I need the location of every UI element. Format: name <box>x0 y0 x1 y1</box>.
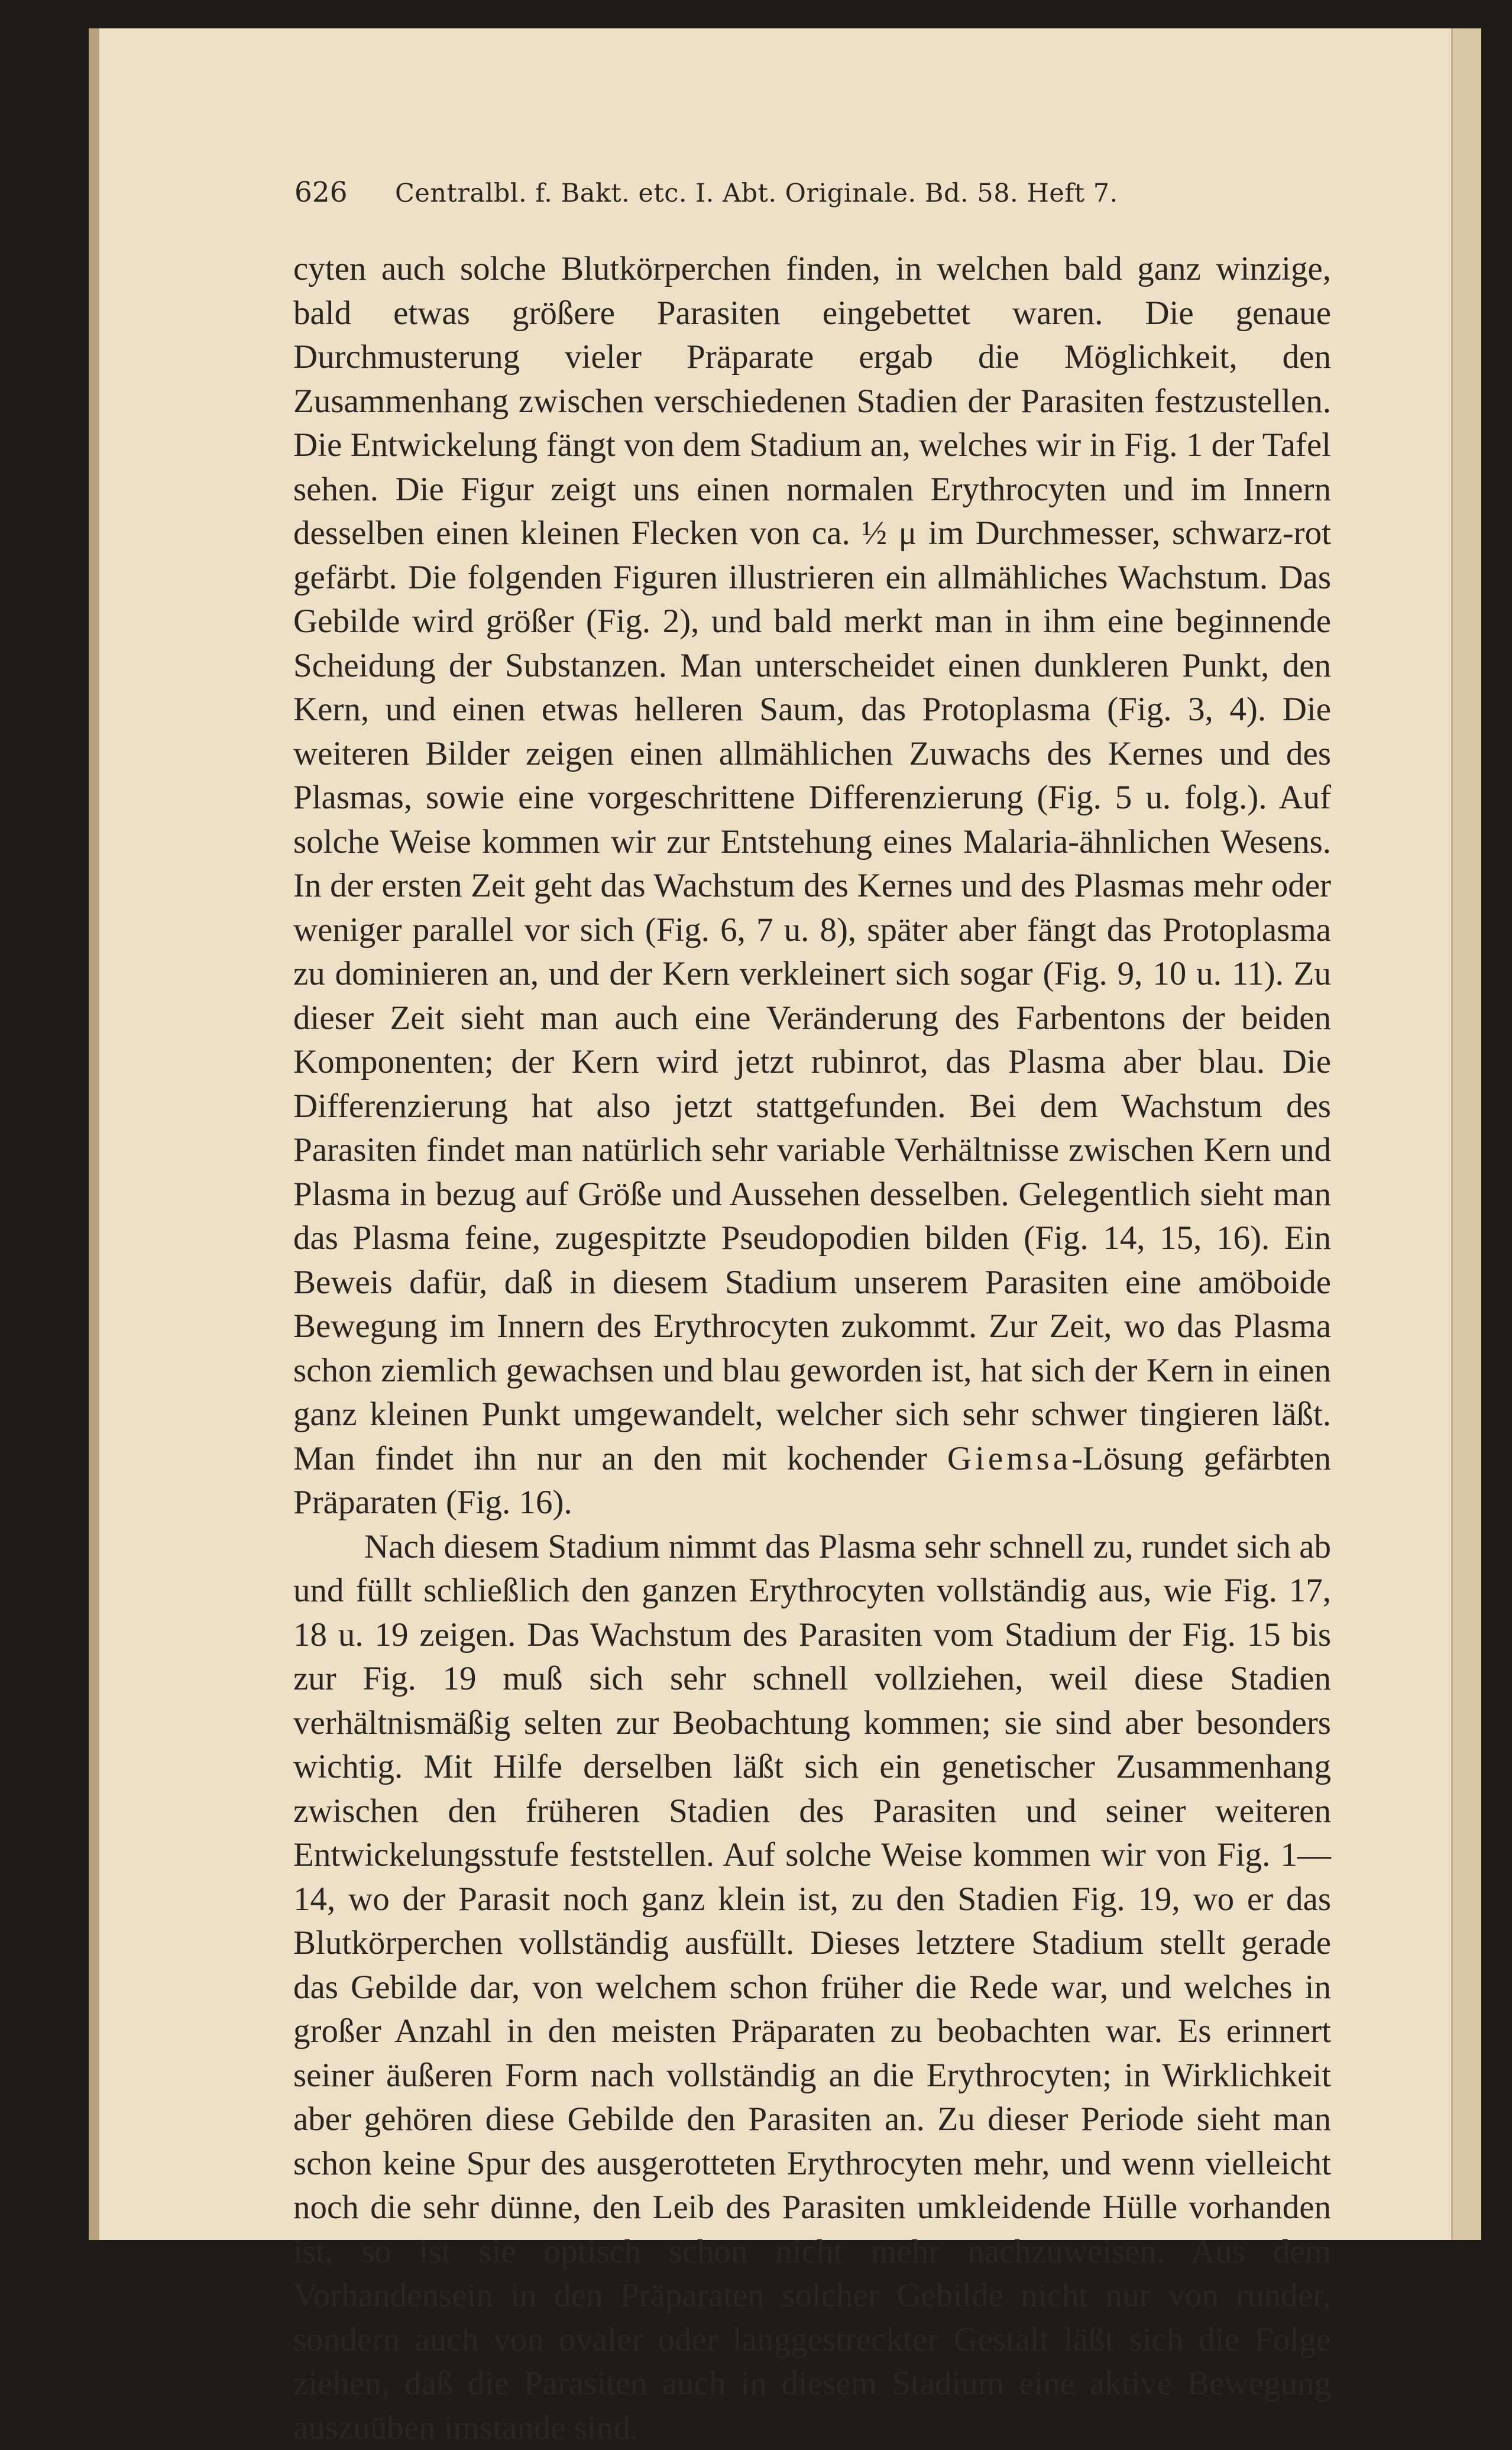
page-number: 626 <box>294 176 348 209</box>
page-edge <box>1451 28 1481 2240</box>
page-header <box>294 176 1317 218</box>
paragraph: Nach diesem Stadium nimmt das Plasma sehr schnell zu, rundet sich ab und füllt schließlich den ganzen Erythrocyten vollständig aus, wie Fig. 17, 18 u. 19 zeigen. Das Wachstum des Parasiten vom Stadium der Fig. 15 bis zur Fig. 19 muß sich sehr schnell vollziehen, weil diese Stadien verhältnismäßig selten zur Beobachtung kommen; sie sind aber besonders wichtig. Mit Hilfe derselben läßt sich ein genetischer Zusammenhang zwischen den früheren Stadien des Parasiten und seiner weiteren Entwickelungsstufe feststellen. Auf solche Weise kommen wir von Fig. 1—14, wo der Parasit noch ganz klein ist, zu den Stadien Fig. 19, wo er das Blutkörperchen vollständig ausfüllt. Dieses letztere Stadium stellt gerade das Gebilde dar, von welchem schon früher die Rede war, und welches in großer Anzahl in den meisten Präparaten zu beobachten war. Es erinnert seiner äußeren Form nach vollständig an die Erythrocyten; in Wirklichkeit aber gehören diese Gebilde den Parasiten an. Zu dieser Periode sieht man schon keine Spur des ausgerotteten Erythrocyten mehr, und wenn vielleicht noch die sehr dünne, den Leib des Parasiten umkleidende Hülle vorhanden ist, so ist sie optisch schon nicht mehr nachzuweisen. Aus dem Vorhandensein in den Präparaten solcher Gebilde nicht nur von runder, sondern auch von ovaler oder langgestreckter Gestalt läßt sich die Folge ziehen, daß die Parasiten auch in diesem Stadium eine aktive Bewegung auszuüben imstande sind. <box>293 1525 1331 2450</box>
running-head: Centralbl. f. Bakt. etc. I. Abt. Originale. Bd. 58. Heft 7. <box>395 179 1118 208</box>
body-text <box>293 247 1331 2450</box>
paragraph <box>293 247 1331 1525</box>
paragraph-text: cyten auch solche Blutkörperchen finden, in welchen bald ganz winzige, bald etwas größere Parasiten eingebettet waren. Die genaue Durchmusterung vieler Präparate ergab die Möglichkeit, den Zusammenhang zwischen verschiedenen Stadien der Parasiten festzustellen. Die Entwickelung fängt von dem Stadium an, welches wir in Fig. 1 der Tafel sehen. Die Figur zeigt uns einen normalen Erythrocyten und im Innern desselben einen kleinen Flecken von ca. ½ μ im Durchmesser, schwarz-rot gefärbt. Die folgenden Figuren illustrieren ein allmähliches Wachstum. Das Gebilde wird größer (Fig. 2), und bald merkt man in ihm eine beginnende Scheidung der Substanzen. Man unterscheidet einen dunkleren Punkt, den Kern, und einen etwas helleren Saum, das Protoplasma (Fig. 3, 4). Die weiteren Bilder zeigen einen allmählichen Zuwachs des Kernes und des Plasmas, sowie eine vorgeschrittene Differenzierung (Fig. 5 u. folg.). Auf solche Weise kommen wir zur Entstehung eines Malaria-ähnlichen Wesens. In der ersten Zeit geht das Wachstum des Kernes und des Plasmas mehr oder weniger parallel vor sich (Fig. 6, 7 u. 8), später aber fängt das Protoplasma zu dominieren an, und der Kern verkleinert sich sogar (Fig. 9, 10 u. 11). Zu dieser Zeit sieht man auch eine Veränderung des Farbentons der beiden Komponenten; der Kern wird jetzt rubinrot, das Plasma aber blau. Die Differenzierung hat also jetzt stattgefunden. Bei dem Wachstum des Parasiten findet man natürlich sehr variable Verhältnisse zwischen Kern und Plasma in bezug auf Größe und Aussehen desselben. Gelegentlich sieht man das Plasma feine, zugespitzte Pseudopodien bilden (Fig. 14, 15, 16). Ein Beweis dafür, daß in diesem Stadium unserem Parasiten eine amöboide Bewegung im Innern des Erythrocyten zukommt. Zur Zeit, wo das Plasma schon ziemlich gewachsen und blau geworden ist, hat sich der Kern in einen ganz kleinen Punkt umgewandelt, welcher sich sehr schwer tingieren läßt. Man findet ihn nur an den mit kochender <box>293 250 1331 1477</box>
paragraph-text: -Lösung gefärbten Präparaten (Fig. 16). <box>293 1440 1331 1522</box>
book-page <box>89 28 1481 2240</box>
spaced-name: Giemsa <box>947 1440 1071 1477</box>
